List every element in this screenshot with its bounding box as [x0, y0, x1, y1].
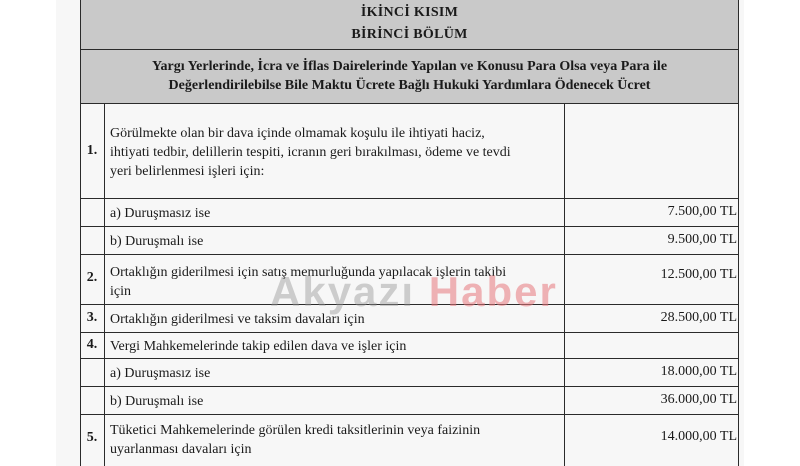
row-divider: [80, 254, 739, 255]
number-column-divider: [104, 104, 105, 466]
row-divider: [80, 304, 739, 305]
row-amount: 18.000,00 TL: [660, 364, 737, 379]
row-amount: 28.500,00 TL: [660, 310, 737, 325]
row-divider: [80, 414, 739, 415]
watermark-part2: Haber: [428, 268, 558, 315]
row-number: 4.: [86, 337, 98, 352]
row-number: 5.: [86, 430, 98, 445]
watermark-part1: Akyazı: [270, 268, 416, 315]
row-text: uyarlanması davaları için: [110, 442, 252, 457]
row-text: Tüketici Mahkemelerinde görülen kredi taksitlerinin veya faizinin: [110, 423, 481, 438]
row-text: a) Duruşmasız ise: [110, 206, 211, 221]
row-number: 2.: [86, 270, 98, 285]
row-number: 1.: [86, 143, 98, 158]
row-divider: [80, 198, 739, 199]
row-amount: 12.500,00 TL: [660, 267, 737, 282]
row-number: 3.: [86, 310, 98, 325]
row-text: b) Duruşmalı ise: [110, 234, 204, 249]
row-amount: 36.000,00 TL: [660, 392, 737, 407]
row-text: için: [110, 284, 131, 299]
table-caption-line2: Değerlendirilebilse Bile Maktu Ücrete Bağlı Hukuki Yardımlara Ödenecek Ücret: [168, 78, 651, 93]
row-amount: 7.500,00 TL: [667, 204, 737, 219]
row-text: Ortaklığın giderilmesi ve taksim davaları için: [110, 312, 365, 327]
row-text: a) Duruşmasız ise: [110, 366, 211, 381]
row-text: Ortaklığın giderilmesi için satış memurluğunda yapılacak işlerin takibi: [110, 265, 507, 280]
row-divider: [80, 358, 739, 359]
row-divider: [80, 226, 739, 227]
row-text: b) Duruşmalı ise: [110, 394, 204, 409]
row-divider: [80, 386, 739, 387]
row-text: Görülmekte olan bir dava içinde olmamak koşulu ile ihtiyati haciz,: [110, 126, 485, 141]
part-title: İKİNCİ KISIM: [360, 5, 459, 20]
table-caption-line1: Yargı Yerlerinde, İcra ve İflas Dairelerinde Yapılan ve Konusu Para Olsa veya Para ile: [151, 59, 668, 74]
row-amount: 9.500,00 TL: [667, 232, 737, 247]
row-text: yeri belirlenmesi işleri için:: [110, 164, 265, 179]
amount-column-divider: [564, 104, 565, 466]
row-text: Vergi Mahkemelerinde takip edilen dava ve işler için: [110, 339, 407, 354]
row-amount: 14.000,00 TL: [660, 429, 737, 444]
row-text: ihtiyati tedbir, delillerin tespiti, icranın geri bırakılması, ödeme ve tevdi: [110, 145, 511, 160]
row-divider: [80, 332, 739, 333]
section-title: BİRİNCİ BÖLÜM: [351, 27, 468, 42]
